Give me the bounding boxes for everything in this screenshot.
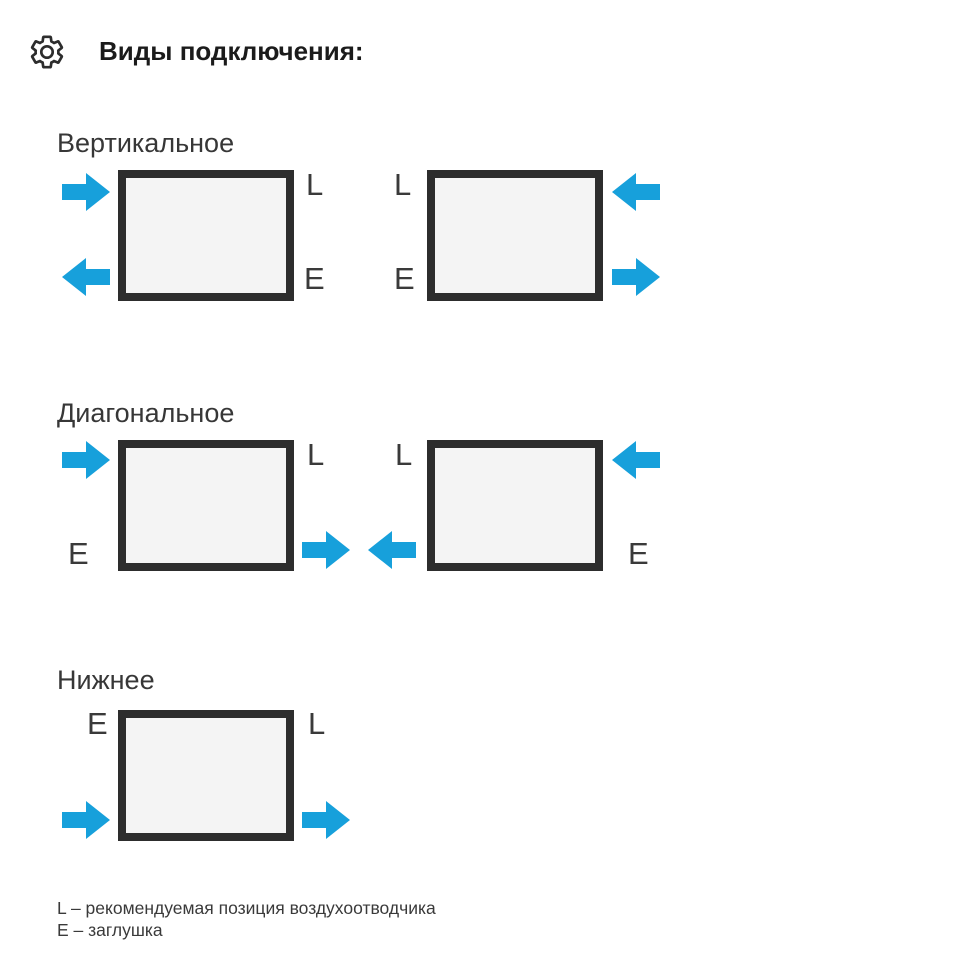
port-label-air-vent: L (395, 437, 413, 472)
arrow-outlet-icon (368, 531, 416, 569)
port-label-plug: E (628, 536, 649, 571)
legend (57, 897, 436, 941)
port-label-plug: E (394, 261, 415, 296)
arrow-outlet-icon (302, 531, 350, 569)
port-label-plug: E (68, 536, 89, 571)
port-label-air-vent: L (306, 167, 324, 202)
arrow-inlet-icon (62, 441, 110, 479)
arrow-inlet-icon (612, 173, 660, 211)
radiator-rect (118, 440, 294, 571)
radiator-rect (118, 170, 294, 301)
radiator-rect (427, 170, 603, 301)
port-label-plug: E (87, 706, 108, 741)
gear-icon (28, 32, 66, 72)
port-label-plug: E (304, 261, 325, 296)
legend-line-air-vent: L – рекомендуемая позиция воздухоотводчика (57, 898, 436, 918)
page-title: Виды подключения: (99, 36, 364, 66)
arrow-outlet-icon (62, 258, 110, 296)
port-label-air-vent: L (308, 706, 326, 741)
legend-line-plug: E – заглушка (57, 920, 163, 940)
radiator-rect (427, 440, 603, 571)
radiator-rect (118, 710, 294, 841)
arrow-inlet-icon (62, 801, 110, 839)
arrow-outlet-icon (302, 801, 350, 839)
section-title-vertical: Вертикальное (57, 128, 235, 158)
section-title-bottom: Нижнее (57, 665, 155, 695)
arrow-inlet-icon (612, 441, 660, 479)
section-title-diagonal: Диагональное (57, 398, 235, 428)
port-label-air-vent: L (307, 437, 325, 472)
arrow-inlet-icon (62, 173, 110, 211)
port-label-air-vent: L (394, 167, 412, 202)
arrow-outlet-icon (612, 258, 660, 296)
